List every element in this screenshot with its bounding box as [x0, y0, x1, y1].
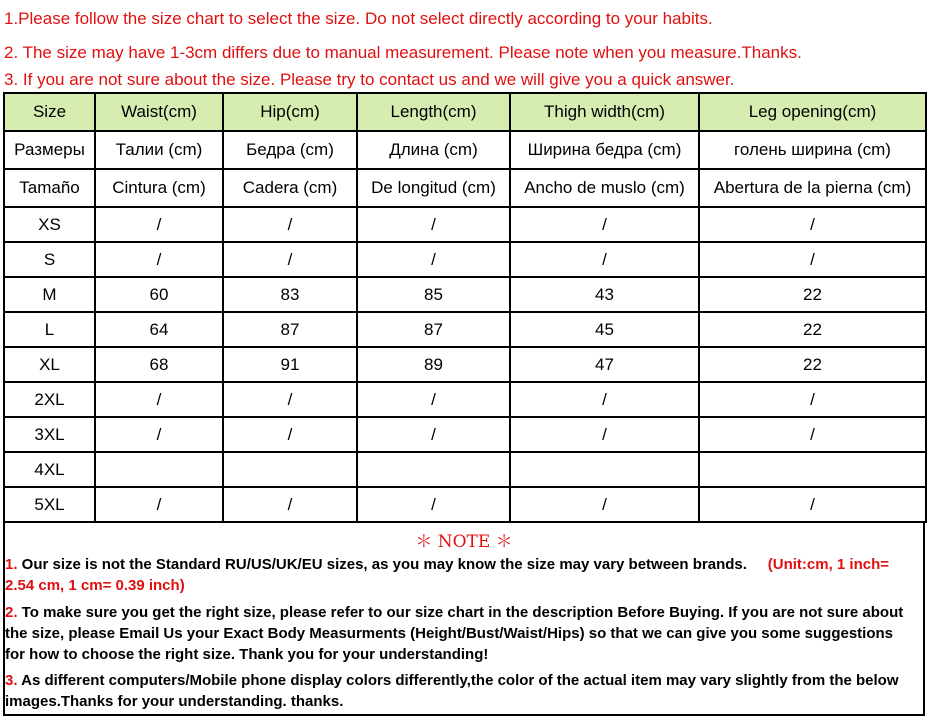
header-cell: Abertura de la pierna (cm)	[699, 169, 926, 207]
note-item-text: To make sure you get the right size, please refer to our size chart in the description Before Buying. If you are not sure about the size, please Email Us your Exact Body Measurments (Height/Bust/Waist/Hips) so that we can give you some suggestions for how to choose the right size. Thank you for your understanding!	[5, 604, 904, 663]
note-item-3	[5, 670, 915, 712]
header-cell: Длина (cm)	[357, 131, 510, 169]
table-row	[4, 242, 926, 277]
value-cell: /	[357, 417, 510, 452]
value-cell: /	[699, 417, 926, 452]
size-chart-table	[3, 92, 927, 523]
value-cell: /	[357, 382, 510, 417]
value-cell	[357, 452, 510, 487]
header-cell: Бедра (cm)	[223, 131, 357, 169]
header-cell: Tamaño	[4, 169, 95, 207]
note-item-text: As different computers/Mobile phone display colors differently,the color of the actual item may vary slightly from the below images.Thanks for your understanding. thanks.	[5, 672, 899, 710]
value-cell	[223, 452, 357, 487]
header-cell: голень ширина (cm)	[699, 131, 926, 169]
note-item-text: Our size is not the Standard RU/US/UK/EU sizes, as you may know the size may vary between brands.	[17, 556, 747, 573]
value-cell: /	[95, 417, 223, 452]
header-cell: Ширина бедра (cm)	[510, 131, 699, 169]
value-cell: 87	[223, 312, 357, 347]
value-cell: /	[223, 242, 357, 277]
value-cell: 91	[223, 347, 357, 382]
value-cell: 60	[95, 277, 223, 312]
value-cell	[95, 452, 223, 487]
value-cell: /	[699, 382, 926, 417]
value-cell: 47	[510, 347, 699, 382]
value-cell: /	[95, 487, 223, 522]
table-row	[4, 277, 926, 312]
table-row	[4, 417, 926, 452]
value-cell: /	[510, 382, 699, 417]
note-title: ＊ NOTE ＊	[415, 532, 513, 552]
table-row	[4, 347, 926, 382]
value-cell: /	[223, 382, 357, 417]
header-cell: Cadera (cm)	[223, 169, 357, 207]
value-cell: 89	[357, 347, 510, 382]
size-cell: 3XL	[4, 417, 95, 452]
value-cell	[699, 452, 926, 487]
value-cell: 68	[95, 347, 223, 382]
table-row	[4, 207, 926, 242]
size-cell: M	[4, 277, 95, 312]
value-cell: 22	[699, 347, 926, 382]
table-row	[4, 382, 926, 417]
notice-3: 3. If you are not sure about the size. Please try to contact us and we will give you a quick answer.	[4, 70, 735, 89]
table-row	[4, 452, 926, 487]
size-cell: L	[4, 312, 95, 347]
header-row	[4, 131, 926, 169]
note-item-number: 3.	[5, 672, 18, 689]
header-cell: Ancho de muslo (cm)	[510, 169, 699, 207]
header-row	[4, 169, 926, 207]
header-row	[4, 93, 926, 131]
note-item-1	[5, 554, 915, 596]
size-cell: 4XL	[4, 452, 95, 487]
size-cell: XS	[4, 207, 95, 242]
value-cell: /	[699, 207, 926, 242]
value-cell: 83	[223, 277, 357, 312]
value-cell: /	[510, 207, 699, 242]
header-cell: De longitud (cm)	[357, 169, 510, 207]
table-row	[4, 312, 926, 347]
header-cell: Waist(cm)	[95, 93, 223, 131]
value-cell: 87	[357, 312, 510, 347]
value-cell: 43	[510, 277, 699, 312]
value-cell: /	[95, 242, 223, 277]
header-cell: Size	[4, 93, 95, 131]
notice-2: 2. The size may have 1-3cm differs due to manual measurement. Please note when you measure.Thanks.	[4, 43, 802, 62]
value-cell: /	[510, 417, 699, 452]
table-row	[4, 487, 926, 522]
value-cell	[510, 452, 699, 487]
value-cell: /	[510, 242, 699, 277]
value-cell: 45	[510, 312, 699, 347]
header-cell: Cintura (cm)	[95, 169, 223, 207]
value-cell: /	[223, 487, 357, 522]
value-cell: /	[95, 382, 223, 417]
value-cell: /	[223, 417, 357, 452]
value-cell: /	[357, 242, 510, 277]
size-cell: XL	[4, 347, 95, 382]
note-item-number: 1.	[5, 556, 18, 573]
value-cell: /	[510, 487, 699, 522]
header-cell: Hip(cm)	[223, 93, 357, 131]
note-unit-info: (Unit:cm, 1 inch= 2.54 cm, 1 cm= 0.39 inch)	[5, 556, 890, 594]
header-cell: Thigh width(cm)	[510, 93, 699, 131]
value-cell: /	[357, 487, 510, 522]
value-cell: /	[223, 207, 357, 242]
header-cell: Leg opening(cm)	[699, 93, 926, 131]
value-cell: 22	[699, 312, 926, 347]
size-cell: 5XL	[4, 487, 95, 522]
note-item-number: 2.	[5, 604, 18, 621]
notice-1: 1.Please follow the size chart to select the size. Do not select directly according to your habits.	[4, 9, 713, 28]
value-cell: /	[357, 207, 510, 242]
value-cell: 22	[699, 277, 926, 312]
value-cell: 85	[357, 277, 510, 312]
header-cell: Размеры	[4, 131, 95, 169]
header-cell: Талии (cm)	[95, 131, 223, 169]
value-cell: /	[699, 487, 926, 522]
value-cell: /	[95, 207, 223, 242]
size-cell: 2XL	[4, 382, 95, 417]
note-item-2	[5, 602, 915, 665]
size-cell: S	[4, 242, 95, 277]
value-cell: /	[699, 242, 926, 277]
value-cell: 64	[95, 312, 223, 347]
header-cell: Length(cm)	[357, 93, 510, 131]
